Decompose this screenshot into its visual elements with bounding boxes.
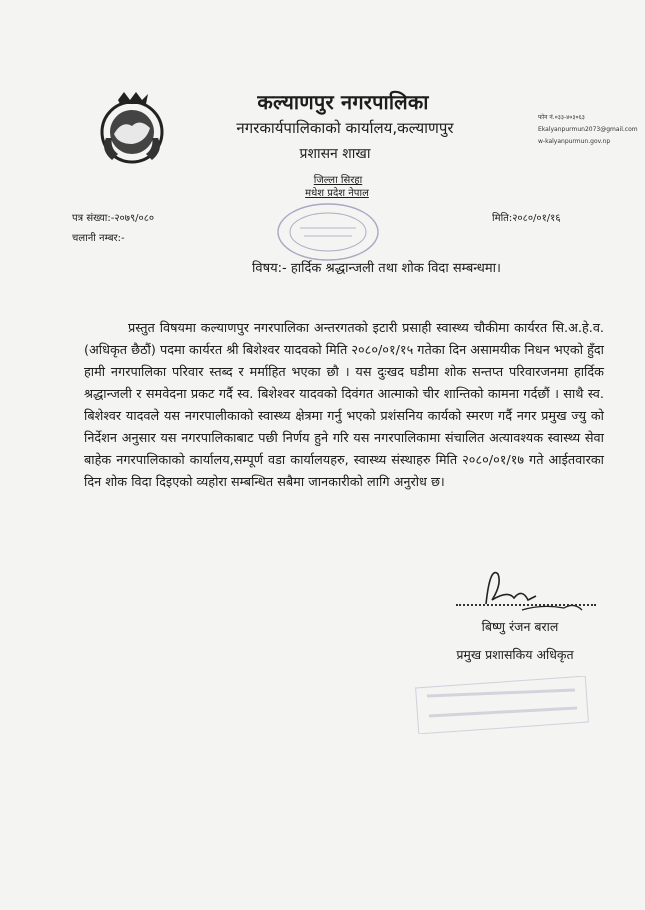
designation-stamp [415, 676, 590, 734]
org-name: कल्याणपुर नगरपालिका [257, 90, 429, 114]
signer-name: बिष्णु रंजन बराल [481, 619, 559, 634]
office-name: नगरकार्यपालिकाको कार्यालय,कल्याणपुर [236, 119, 454, 137]
signature-line [456, 604, 596, 606]
district: जिल्ला सिरहा [313, 175, 363, 186]
contact-email: Ekalyanpurmun2073@gmail.com [538, 126, 638, 133]
subject-line: विषय:- हार्दिक श्रद्धान्जली तथा शोक विदा सम्बन्धमा। [252, 261, 501, 276]
province: मधेश प्रदेश नेपाल [305, 188, 369, 199]
municipality-logo [96, 88, 168, 170]
contact-phone: फोन नं.०३३-४०३०६३ [538, 114, 585, 121]
letter-body [84, 318, 604, 494]
section-name: प्रशासन शाखा [299, 146, 371, 162]
body-paragraph: प्रस्तुत विषयमा कल्याणपुर नगरपालिका अन्तरगतको इटारी प्रसाही स्वास्थ्य चौकीमा कार्यरत सि.अ.हे.व. (अधिकृत छैठौं) पदमा कार्यरत श्री बिशेश्वर यादवको मिति २०८०/०१/१५ गतेका दिन असामयीक निधन भएको हुँदा हामी नगरपालिका परिवार स्तब्द र मर्माहित भएका छौ । यस दुःखद घडीमा शोक सन्तप्त परिवारजनमा हार्दिक श्रद्धान्जली र समवेदना प्रकट गर्दै स्व. बिशेश्वर यादवको दिवंगत आत्माको चीर शान्तिको कामना गर्दछौं । साथै स्व. बिशेश्वर यादवले यस नगरपालीकाको स्वास्थ्य क्षेत्रमा गर्नु भएको प्रशंसनिय कार्यको स्मरण गर्दै नगर प्रमुख ज्यु को निर्देशन अनुसार यस नगरपालिकाबाट पछी निर्णय हुने गरि यस नगरपालिकामा संचालित अत्यावश्यक स्वास्थ्य सेवा बाहेक नगरपालिकाको कार्यालय,सम्पूर्ण वडा कार्यालयहरु, स्वास्थ्य संस्थाहरु मिति २०८०/०१/१७ गते आईतवारका दिन शोक विदा दिइएको व्यहोरा सम्बन्धित सबैमा जानकारीको लागि अनुरोध छ। [84, 321, 604, 490]
reference-number: पत्र संख्या:-२०७९/०८० [72, 213, 155, 224]
office-stamp [270, 198, 385, 266]
letter-date: मिति:२०८०/०१/१६ [492, 213, 561, 224]
contact-block [538, 112, 643, 148]
contact-web: w-kalyanpurmun.gov.np [538, 138, 611, 145]
signer-title: प्रमुख प्रशासकिय अधिकृत [456, 647, 574, 662]
dispatch-number: चलानी नम्बर:- [72, 233, 125, 244]
